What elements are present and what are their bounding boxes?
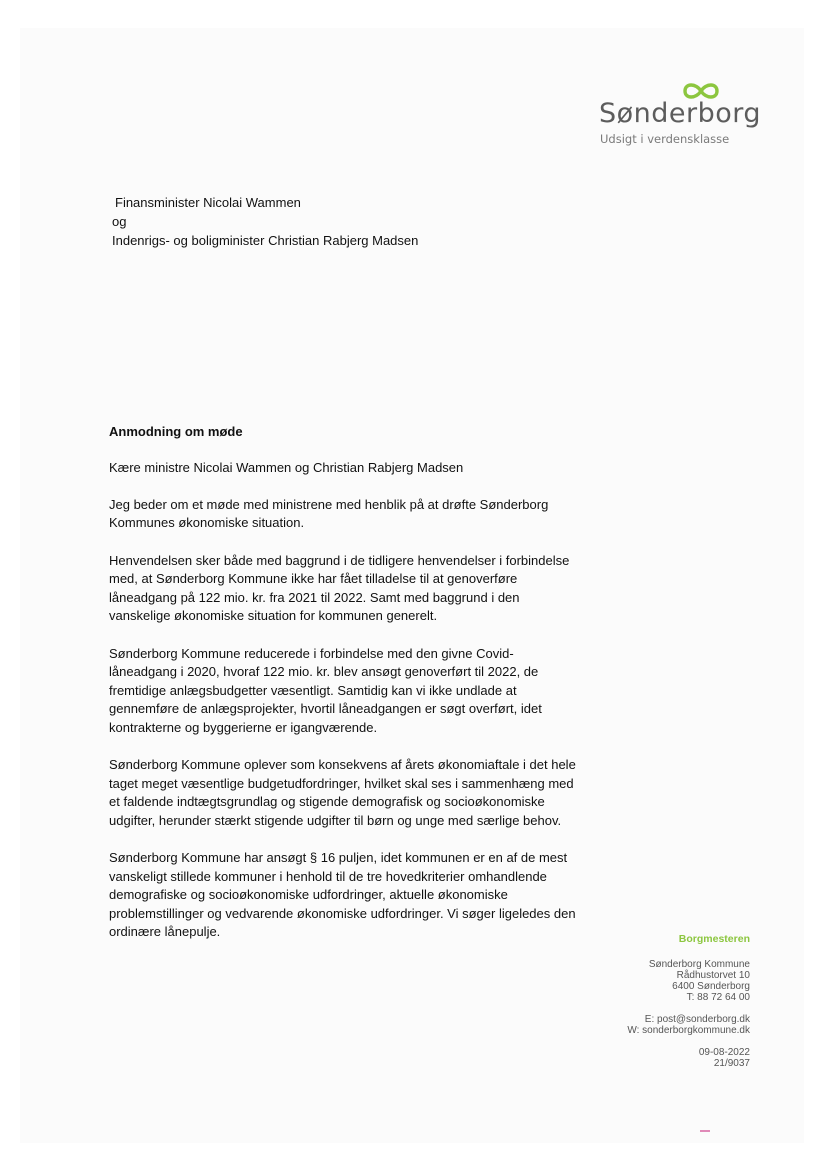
recipient-line: og: [112, 214, 127, 229]
logo-tagline: Udsigt i verdensklasse: [600, 132, 730, 146]
logo-name: Sønderborg: [599, 98, 762, 129]
paragraph: Jeg beder om et møde med ministrene med henblik på at drøfte Sønderborg Kommunes økonomiske situation.: [109, 496, 549, 531]
sonderborg-logo: [599, 80, 762, 152]
paragraph: Henvendelsen sker både med baggrund i de tidligere henvendelser i forbindelse med, at Sønderborg Kommune ikke har fået tilladelse til at genoverføre låneadgang på 122 mio. kr. fra 2021 til 2022. Samt med baggrund i den vanskelige økonomiske situation for kommunen generelt.: [109, 552, 570, 624]
letter-body: [109, 423, 579, 961]
letter-date: 09-08-2022: [698, 1047, 750, 1058]
recipient-line: Finansminister Nicolai Wammen: [115, 195, 301, 210]
sender-web: W: sonderborgkommune.dk: [627, 1025, 750, 1036]
sender-info: [627, 934, 750, 1069]
scan-mark: [700, 1130, 710, 1132]
sender-phone: T: 88 72 64 00: [686, 992, 750, 1003]
letter-reference: 21/9037: [713, 1058, 750, 1069]
salutation: Kære ministre Nicolai Wammen og Christian Rabjerg Madsen: [109, 459, 464, 475]
sender-email: E: post@sonderborg.dk: [644, 1014, 750, 1025]
sender-org: Sønderborg Kommune: [648, 959, 750, 970]
paragraph: Sønderborg Kommune reducerede i forbindelse med den givne Covid-låneadgang i 2020, hvoraf 122 mio. kr. blev ansøgt genoverført til 2022, de fremtidige anlægsbudgetter væsentligt. Samtidig kan vi ikke undlade at gennemføre de anlægsprojekter, hvortil låneadgangen er søgt overført, idet kontrakterne og byggerierne er igangværende.: [109, 645, 542, 735]
recipient-block: [112, 193, 418, 250]
sender-street: Rådhustorvet 10: [676, 970, 750, 981]
sender-title: Borgmesteren: [678, 933, 750, 945]
paragraph: Sønderborg Kommune har ansøgt § 16 puljen, idet kommunen er en af de mest vanskeligt stillede kommuner i henhold til de tre hovedkriterier omhandlende demografiske og socioøkonomiske udfordringer, aktuelle økonomiske problemstillinger og vedvarende økonomiske udfordringer. Vi søger ligeledes den ordinære lånepulje.: [109, 850, 576, 940]
paragraph: Sønderborg Kommune oplever som konsekvens af årets økonomiaftale i det hele taget meget væsentlige budgetudfordringer, hvilket skal ses i sammenhæng med et faldende indtægtsgrundlag og stigende demografisk og socioøkonomiske udgifter, herunder stærkt stigende udgifter til børn og unge med særlige behov.: [109, 757, 576, 828]
sender-city: 6400 Sønderborg: [672, 981, 750, 992]
recipient-line: Indenrigs- og boligminister Christian Rabjerg Madsen: [112, 233, 419, 248]
letter-subject: Anmodning om møde: [109, 424, 243, 439]
